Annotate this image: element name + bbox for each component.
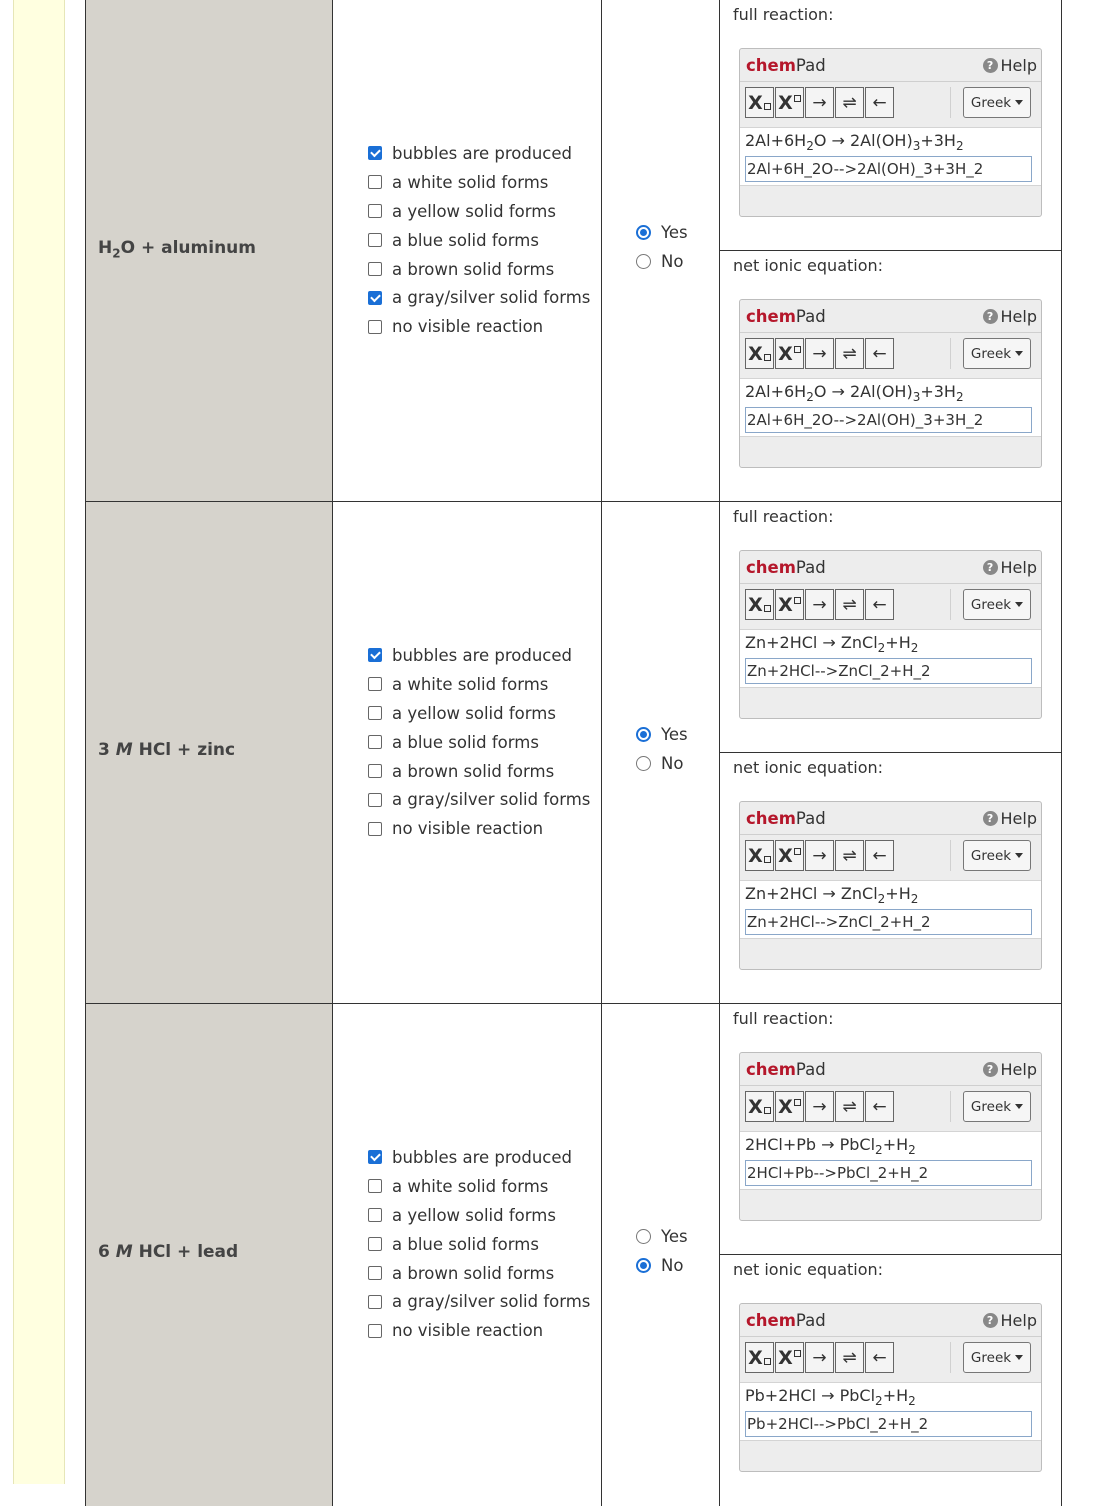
superscript-button[interactable]: X [775, 840, 804, 871]
question-mark-icon: ? [983, 58, 998, 73]
chempad-title [746, 56, 826, 75]
chempad [739, 1303, 1042, 1472]
checkbox[interactable] [368, 233, 382, 247]
rendered-equation: $2Al+6H_2O \to 2Al(OH)_3+3H_2$ [745, 131, 964, 154]
question-mark-icon: ? [983, 811, 998, 826]
help-button[interactable] [983, 809, 1037, 828]
left-arrow-button[interactable]: ← [865, 1091, 894, 1122]
help-label: Help [1000, 558, 1037, 577]
checkbox[interactable] [368, 320, 382, 334]
radio-button[interactable] [636, 756, 651, 771]
chempad-title-pad: Pad [795, 558, 826, 577]
subscript-button[interactable]: X [745, 589, 774, 620]
checkbox[interactable] [368, 175, 382, 189]
radio-button[interactable] [636, 1229, 651, 1244]
checkbox[interactable] [368, 706, 382, 720]
rendered-equation: $Zn+2HCl \to ZnCl_2+H_2$ [745, 633, 919, 656]
chempad-title-chem: chem [746, 1060, 796, 1079]
chempad-title-chem: chem [746, 1311, 796, 1330]
greek-label: Greek [970, 596, 1012, 613]
equilibrium-arrow-button[interactable]: ⇌ [835, 1342, 864, 1373]
no-option[interactable] [636, 1251, 688, 1280]
yes-label: Yes [661, 725, 688, 744]
chempad-title-chem: chem [746, 56, 796, 75]
observation-list [368, 139, 590, 341]
section-title: net ionic equation: [733, 758, 884, 777]
observation-label: a white solid forms [392, 172, 549, 192]
reaction-row [85, 1004, 1062, 1506]
equation-input[interactable]: Zn+2HCl-->ZnCl_2+H_2 [745, 909, 1032, 935]
no-label: No [661, 754, 684, 773]
chempad-toolbar [745, 589, 895, 620]
observation-option[interactable] [368, 1172, 590, 1201]
greek-dropdown[interactable] [963, 338, 1031, 369]
caret-down-icon [1015, 100, 1023, 105]
right-arrow-button[interactable]: → [805, 1091, 834, 1122]
observation-label: a yellow solid forms [392, 201, 556, 221]
observation-label: no visible reaction [392, 317, 544, 337]
question-mark-icon: ? [983, 1062, 998, 1077]
observations-cell [333, 0, 602, 501]
yes-no-group [636, 218, 688, 276]
radio-button[interactable] [636, 1258, 651, 1273]
observation-option[interactable] [368, 757, 590, 786]
equation-area [740, 629, 1041, 688]
checkbox[interactable] [368, 1208, 382, 1222]
observation-option[interactable] [368, 641, 590, 670]
no-option[interactable] [636, 749, 688, 778]
observation-label: a gray/silver solid forms [392, 790, 591, 810]
observation-option[interactable] [368, 814, 590, 843]
left-arrow-button[interactable]: ← [865, 1342, 894, 1373]
right-arrow-button[interactable]: → [805, 338, 834, 369]
checkbox[interactable] [368, 1179, 382, 1193]
yes-no-group [636, 1222, 688, 1280]
observation-label: a brown solid forms [392, 1263, 555, 1283]
observations-cell [333, 1004, 602, 1506]
toolbar-divider [950, 338, 951, 369]
chempad-title [746, 1060, 826, 1079]
observation-label: a brown solid forms [392, 761, 555, 781]
rendered-equation: $Zn+2HCl \to ZnCl_2+H_2$ [745, 884, 919, 907]
help-label: Help [1000, 809, 1037, 828]
section-title: net ionic equation: [733, 1260, 884, 1279]
question-mark-icon: ? [983, 309, 998, 324]
chempad-header [740, 1053, 1041, 1086]
equation-area [740, 378, 1041, 437]
caret-down-icon [1015, 1104, 1023, 1109]
greek-label: Greek [970, 94, 1012, 111]
left-arrow-button[interactable]: ← [865, 338, 894, 369]
observation-option[interactable] [368, 728, 590, 757]
chempad-toolbar [745, 338, 895, 369]
chempad-toolbar [745, 1091, 895, 1122]
greek-dropdown[interactable] [963, 87, 1031, 118]
chempad-toolbar [745, 840, 895, 871]
chempad-header [740, 551, 1041, 584]
section-title: full reaction: [733, 1009, 834, 1028]
observation-label: a yellow solid forms [392, 703, 556, 723]
help-button[interactable] [983, 307, 1037, 326]
greek-label: Greek [970, 1098, 1012, 1115]
observation-label: a blue solid forms [392, 230, 539, 250]
chempad-header [740, 802, 1041, 835]
checkbox[interactable] [368, 793, 382, 807]
left-margin-strip [13, 0, 65, 1484]
checkbox[interactable] [368, 1295, 382, 1309]
right-arrow-button[interactable]: → [805, 1342, 834, 1373]
yes-option[interactable] [636, 720, 688, 749]
checkbox[interactable] [368, 735, 382, 749]
chempad-title-chem: chem [746, 558, 796, 577]
subscript-button[interactable]: X [745, 1342, 774, 1373]
equations-cell [720, 0, 1062, 501]
greek-label: Greek [970, 847, 1012, 864]
yes-option[interactable] [636, 1222, 688, 1251]
checkbox[interactable] [368, 648, 382, 662]
greek-label: Greek [970, 345, 1012, 362]
checkbox[interactable] [368, 1237, 382, 1251]
equation-input[interactable]: Zn+2HCl-->ZnCl_2+H_2 [745, 658, 1032, 684]
checkbox[interactable] [368, 677, 382, 691]
checkbox[interactable] [368, 1324, 382, 1338]
yes-label: Yes [661, 223, 688, 242]
observation-option[interactable] [368, 785, 590, 814]
toolbar-divider [950, 1342, 951, 1373]
equation-input[interactable]: 2Al+6H_2O-->2Al(OH)_3+3H_2 [745, 156, 1032, 182]
chempad [739, 801, 1042, 970]
chempad [739, 550, 1042, 719]
radio-button[interactable] [636, 727, 651, 742]
observation-label: a brown solid forms [392, 259, 555, 279]
left-arrow-button[interactable]: ← [865, 87, 894, 118]
observation-option[interactable] [368, 312, 590, 341]
caret-down-icon [1015, 853, 1023, 858]
checkbox[interactable] [368, 146, 382, 160]
chempad-title [746, 809, 826, 828]
help-label: Help [1000, 1060, 1037, 1079]
observation-option[interactable] [368, 168, 590, 197]
superscript-button[interactable]: X [775, 1091, 804, 1122]
chempad-toolbar [745, 87, 895, 118]
equilibrium-arrow-button[interactable]: ⇌ [835, 87, 864, 118]
subscript-button[interactable]: X [745, 87, 774, 118]
full-reaction-section [720, 0, 1062, 251]
reaction-occurs-cell [602, 0, 720, 501]
caret-down-icon [1015, 351, 1023, 356]
help-label: Help [1000, 1311, 1037, 1330]
equation-area [740, 880, 1041, 939]
reaction-occurs-cell [602, 1004, 720, 1506]
observation-label: a gray/silver solid forms [392, 1292, 591, 1312]
chempad-header [740, 300, 1041, 333]
reaction-label-cell [85, 0, 333, 501]
full-reaction-section [720, 1004, 1062, 1255]
reaction-label: 3 M HCl + zinc [98, 740, 236, 760]
toolbar-divider [950, 87, 951, 118]
checkbox[interactable] [368, 204, 382, 218]
caret-down-icon [1015, 602, 1023, 607]
subscript-button[interactable]: X [745, 338, 774, 369]
equilibrium-arrow-button[interactable]: ⇌ [835, 338, 864, 369]
yes-no-group [636, 720, 688, 778]
observation-label: a blue solid forms [392, 732, 539, 752]
chempad-title-pad: Pad [795, 307, 826, 326]
subscript-button[interactable]: X [745, 1091, 774, 1122]
chempad-header [740, 1304, 1041, 1337]
equation-input[interactable]: Pb+2HCl-->PbCl_2+H_2 [745, 1411, 1032, 1437]
checkbox[interactable] [368, 1150, 382, 1164]
section-title: full reaction: [733, 5, 834, 24]
superscript-button[interactable]: X [775, 1342, 804, 1373]
reaction-label-cell [85, 502, 333, 1003]
help-button[interactable] [983, 56, 1037, 75]
radio-button[interactable] [636, 225, 651, 240]
observation-list [368, 1143, 590, 1345]
chempad-title-chem: chem [746, 809, 796, 828]
checkbox[interactable] [368, 822, 382, 836]
help-button[interactable] [983, 558, 1037, 577]
rendered-equation: $2Al+6H_2O \to 2Al(OH)_3+3H_2$ [745, 382, 964, 405]
greek-dropdown[interactable] [963, 1342, 1031, 1373]
chempad [739, 48, 1042, 217]
help-label: Help [1000, 56, 1037, 75]
chempad-title [746, 558, 826, 577]
superscript-button[interactable]: X [775, 87, 804, 118]
no-label: No [661, 252, 684, 271]
rendered-equation: $Pb+2HCl \to PbCl_2+H_2$ [745, 1386, 916, 1409]
chempad [739, 1052, 1042, 1221]
observation-label: bubbles are produced [392, 645, 573, 665]
net-ionic-section [720, 251, 1062, 502]
equilibrium-arrow-button[interactable]: ⇌ [835, 840, 864, 871]
equation-input[interactable]: 2Al+6H_2O-->2Al(OH)_3+3H_2 [745, 407, 1032, 433]
chempad-title-pad: Pad [795, 1060, 826, 1079]
observation-option[interactable] [368, 226, 590, 255]
observation-list [368, 641, 590, 843]
help-button[interactable] [983, 1060, 1037, 1079]
net-ionic-section [720, 1255, 1062, 1506]
observation-label: a gray/silver solid forms [392, 288, 591, 308]
observation-option[interactable] [368, 255, 590, 284]
equation-input[interactable]: 2HCl+Pb-->PbCl_2+H_2 [745, 1160, 1032, 1186]
checkbox[interactable] [368, 291, 382, 305]
reaction-label: 6 M HCl + lead [98, 1242, 239, 1262]
no-label: No [661, 1256, 684, 1275]
chempad-title-pad: Pad [795, 1311, 826, 1330]
superscript-button[interactable]: X [775, 338, 804, 369]
observation-option[interactable] [368, 139, 590, 168]
observation-label: bubbles are produced [392, 143, 573, 163]
observation-label: no visible reaction [392, 1321, 544, 1341]
chempad-toolbar [745, 1342, 895, 1373]
right-arrow-button[interactable]: → [805, 840, 834, 871]
greek-label: Greek [970, 1349, 1012, 1366]
yes-option[interactable] [636, 218, 688, 247]
equation-area [740, 1382, 1041, 1441]
equilibrium-arrow-button[interactable]: ⇌ [835, 1091, 864, 1122]
subscript-button[interactable]: X [745, 840, 774, 871]
reaction-row [85, 502, 1062, 1004]
checkbox[interactable] [368, 262, 382, 276]
observation-label: bubbles are produced [392, 1147, 573, 1167]
full-reaction-section [720, 502, 1062, 753]
observation-option[interactable] [368, 283, 590, 312]
superscript-button[interactable]: X [775, 589, 804, 620]
yes-label: Yes [661, 1227, 688, 1246]
help-label: Help [1000, 307, 1037, 326]
observation-option[interactable] [368, 1230, 590, 1259]
chempad-title [746, 1311, 826, 1330]
help-button[interactable] [983, 1311, 1037, 1330]
right-arrow-button[interactable]: → [805, 589, 834, 620]
left-arrow-button[interactable]: ← [865, 589, 894, 620]
observation-label: a blue solid forms [392, 1234, 539, 1254]
reaction-label-cell [85, 1004, 333, 1506]
left-arrow-button[interactable]: ← [865, 840, 894, 871]
observation-label: no visible reaction [392, 819, 544, 839]
observation-label: a white solid forms [392, 674, 549, 694]
toolbar-divider [950, 1091, 951, 1122]
section-title: full reaction: [733, 507, 834, 526]
right-arrow-button[interactable]: → [805, 87, 834, 118]
observations-cell [333, 502, 602, 1003]
equations-cell [720, 502, 1062, 1003]
observation-label: a yellow solid forms [392, 1205, 556, 1225]
radio-button[interactable] [636, 254, 651, 269]
greek-dropdown[interactable] [963, 1091, 1031, 1122]
observation-option[interactable] [368, 1259, 590, 1288]
observation-option[interactable] [368, 670, 590, 699]
chempad-header [740, 49, 1041, 82]
toolbar-divider [950, 840, 951, 871]
reaction-label: $H_2O$ + aluminum [98, 238, 256, 261]
rendered-equation: $2HCl+Pb \to PbCl_2+H_2$ [745, 1135, 916, 1158]
reaction-occurs-cell [602, 502, 720, 1003]
caret-down-icon [1015, 1355, 1023, 1360]
observation-option[interactable] [368, 1316, 590, 1345]
chempad-title-pad: Pad [795, 809, 826, 828]
observation-option[interactable] [368, 699, 590, 728]
observation-option[interactable] [368, 1287, 590, 1316]
checkbox[interactable] [368, 764, 382, 778]
checkbox[interactable] [368, 1266, 382, 1280]
reaction-row [85, 0, 1062, 502]
reaction-table [85, 0, 1062, 1484]
observation-label: a white solid forms [392, 1176, 549, 1196]
equation-area [740, 1131, 1041, 1190]
observation-option[interactable] [368, 1143, 590, 1172]
greek-dropdown[interactable] [963, 589, 1031, 620]
equation-area [740, 127, 1041, 186]
chempad-title [746, 307, 826, 326]
observation-option[interactable] [368, 1201, 590, 1230]
greek-dropdown[interactable] [963, 840, 1031, 871]
chempad-title-pad: Pad [795, 56, 826, 75]
equilibrium-arrow-button[interactable]: ⇌ [835, 589, 864, 620]
question-mark-icon: ? [983, 560, 998, 575]
section-title: net ionic equation: [733, 256, 884, 275]
chempad-title-chem: chem [746, 307, 796, 326]
chempad [739, 299, 1042, 468]
equations-cell [720, 1004, 1062, 1506]
observation-option[interactable] [368, 197, 590, 226]
net-ionic-section [720, 753, 1062, 1004]
question-mark-icon: ? [983, 1313, 998, 1328]
toolbar-divider [950, 589, 951, 620]
no-option[interactable] [636, 247, 688, 276]
